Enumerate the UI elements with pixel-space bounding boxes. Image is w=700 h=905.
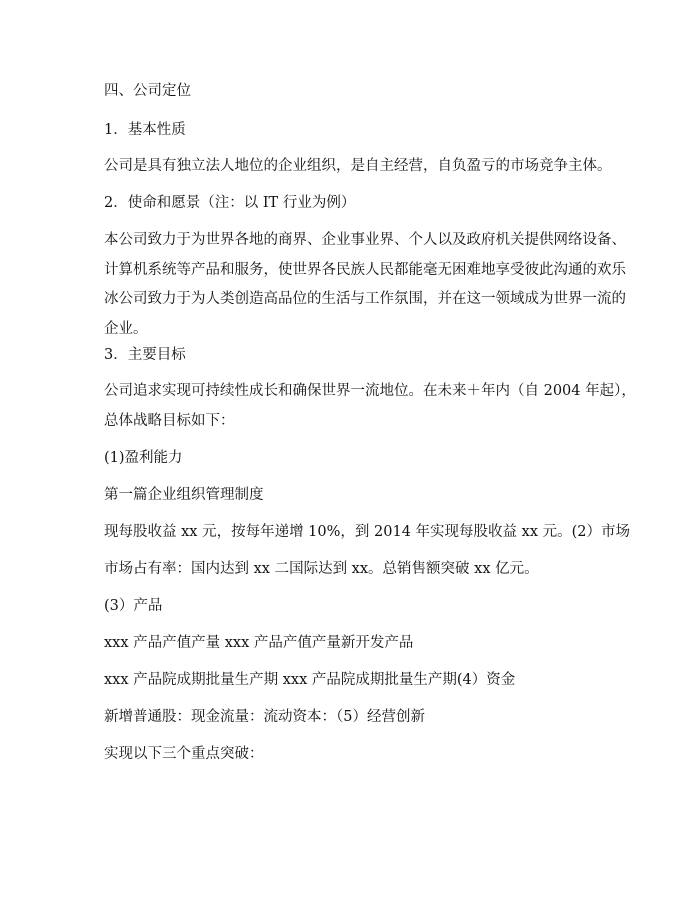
nature-heading: 1．基本性质 xyxy=(104,122,186,138)
breakthrough-line: 实现以下三个重点突破： xyxy=(104,746,264,762)
product-line-2: xxx 产品院成期批量生产期 xxx 产品院成期批量生产期(4）资金 xyxy=(104,672,516,688)
market-line: 市场占有率：国内达到 xx 二国际达到 xx。总销售额突破 xx 亿元。 xyxy=(104,561,539,577)
chapter-title: 第一篇企业组织管理制度 xyxy=(104,487,264,503)
mission-line: 计算机系统等产品和服务，使世界各民族人民都能毫无困难地享受彼此沟通的欢乐 xyxy=(104,261,626,278)
section-heading: 四、公司定位 xyxy=(104,83,191,99)
goals-intro-line: 总体战略目标如下： xyxy=(104,412,235,429)
mission-line: 冰公司致力于为人类创造高品位的生活与工作氛围，并在这一领域成为世界一流的 xyxy=(104,291,626,307)
goals-intro-line: 公司追求实现可持续性成长和确保世界一流地位。在未来＋年内（自 2004 年起）， xyxy=(104,383,636,399)
mission-paragraph xyxy=(104,226,624,344)
mission-line: 本公司致力于为世界各地的商界、企业事业界、个人以及政府机关提供网络设备、 xyxy=(104,232,626,248)
mission-line: 企业。 xyxy=(104,320,148,337)
goals-heading: 3．主要目标 xyxy=(104,347,186,363)
eps-line: 现每股收益 xx 元，按每年递增 10%，到 2014 年实现每股收益 xx 元。(2）市场 xyxy=(104,524,630,540)
product-line-1: xxx 产品产值产量 xxx 产品产值产量新开发产品 xyxy=(104,635,414,651)
product-heading: (3）产品 xyxy=(104,598,163,614)
nature-text: 公司是具有独立法人地位的企业组织，是自主经营，自负盈亏的市场竞争主体。 xyxy=(104,158,612,174)
goals-intro xyxy=(104,377,636,436)
profit-heading: (1)盈利能力 xyxy=(104,450,183,466)
capital-line: 新增普通股：现金流量：流动资本：（5）经营创新 xyxy=(104,709,425,725)
mission-heading: 2．使命和愿景（注：以 IT 行业为例） xyxy=(104,195,356,211)
